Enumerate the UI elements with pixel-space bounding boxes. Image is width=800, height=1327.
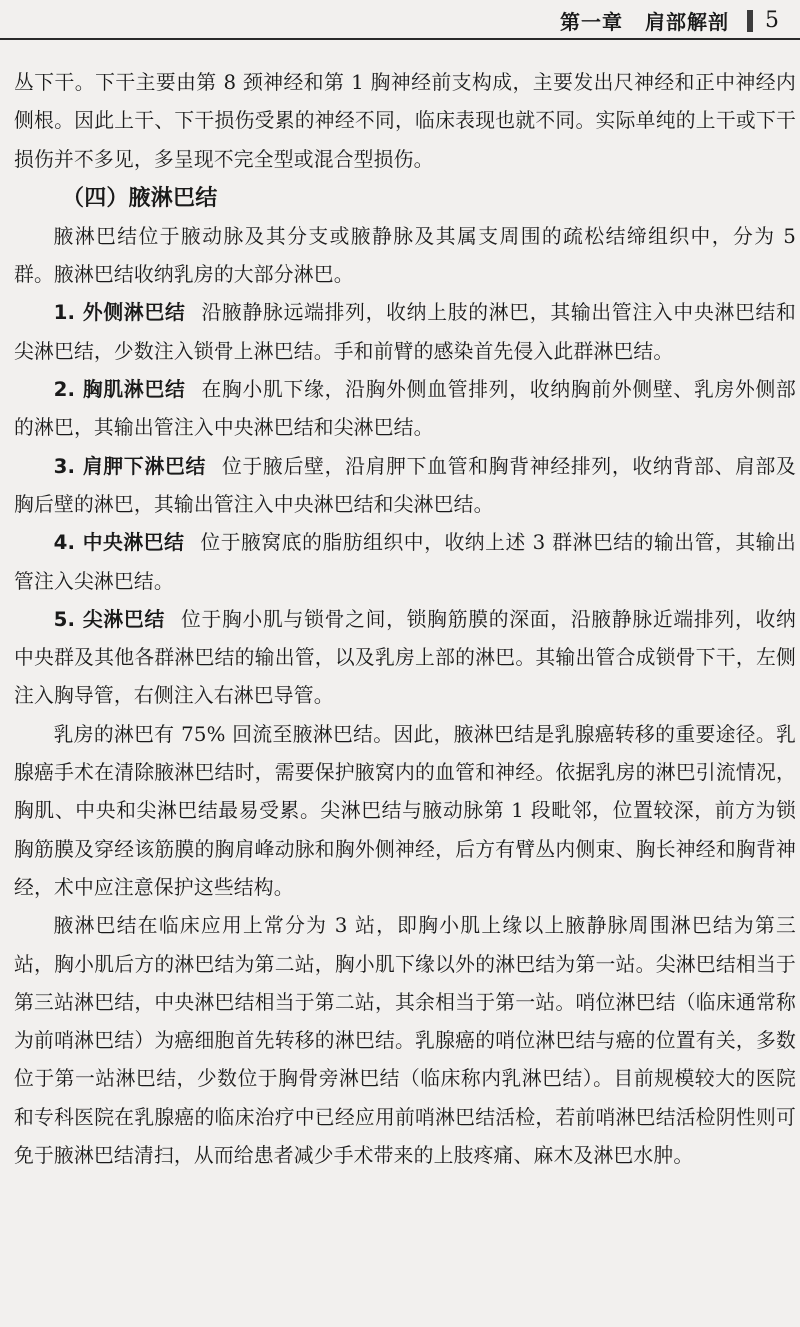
item-text: 在胸小肌下缘，沿胸外侧血管排列，收纳胸前外侧壁、乳房外侧部的淋巴，其输出管注入中央淋巴结和尖淋巴结。	[14, 378, 797, 440]
item-paragraph	[14, 448, 796, 525]
chapter-number: 第一章	[560, 10, 623, 34]
header-rule	[0, 38, 800, 40]
stations-paragraph: 腋淋巴结在临床应用上常分为 3 站，即胸小肌上缘以上腋静脉周围淋巴结为第三站，胸小肌后方的淋巴结为第二站，胸小肌下缘以外的淋巴结为第一站。尖淋巴结相当于第三站淋巴结，中央淋巴结相当于第二站，其余相当于第一站。哨位淋巴结（临床通常称为前哨淋巴结）为癌细胞首先转移的淋巴结。乳腺癌的哨位淋巴结与癌的位置有关，多数位于第一站淋巴结，少数位于胸骨旁淋巴结（临床称内乳淋巴结）。目前规模较大的医院和专科医院在乳腺癌的临床治疗中已经应用前哨淋巴结活检，若前哨淋巴结活检阴性则可免于腋淋巴结清扫，从而给患者减少手术带来的上肢疼痛、麻木及淋巴水肿。	[14, 914, 796, 1168]
item-title: 3. 肩胛下淋巴结	[53, 454, 207, 478]
item-text: 位于腋后壁，沿肩胛下血管和胸背神经排列，收纳背部、肩部及胸后壁的淋巴，其输出管注入中央淋巴结和尖淋巴结。	[14, 454, 796, 516]
chapter-title: 肩部解剖	[645, 10, 729, 34]
item-title: 2. 胸肌淋巴结	[53, 378, 186, 402]
item-text: 位于胸小肌与锁骨之间，锁胸筋膜的深面，沿腋静脉近端排列，收纳中央群及其他各群淋巴结的输出管，以及乳房上部的淋巴。其输出管合成锁骨下干，左侧注入胸导管，右侧注入右淋巴导管。	[14, 607, 796, 708]
item-title: 1. 外侧淋巴结	[53, 301, 186, 325]
running-header	[0, 0, 800, 40]
metastasis-paragraph: 乳房的淋巴有 75% 回流至腋淋巴结。因此，腋淋巴结是乳腺癌转移的重要途径。乳腺癌手术在清除腋淋巴结时，需要保护腋窝内的血管和神经。依据乳房的淋巴引流情况，胸肌、中央和尖淋巴结最易受累。尖淋巴结与腋动脉第 1 段毗邻，位置较深，前方为锁胸筋膜及穿经该筋膜的胸肩峰动脉和胸外侧神经，后方有臂丛内侧束、胸长神经和胸背神经，术中应注意保护这些结构。	[14, 722, 796, 899]
section-intro-paragraph: 腋淋巴结位于腋动脉及其分支或腋静脉及其属支周围的疏松结缔组织中，分为 5 群。腋淋巴结收纳乳房的大部分淋巴。	[14, 224, 796, 287]
body-text	[14, 64, 796, 1175]
item-title: 5. 尖淋巴结	[53, 607, 165, 631]
page-number: 5	[765, 8, 780, 33]
item-title: 4. 中央淋巴结	[53, 531, 185, 555]
section-heading: （四）腋淋巴结	[62, 185, 218, 211]
item-text: 沿腋静脉远端排列，收纳上肢的淋巴，其输出管注入中央淋巴结和尖淋巴结，少数注入锁骨上淋巴结。手和前臂的感染首先侵入此群淋巴结。	[14, 301, 797, 363]
item-paragraph	[14, 524, 796, 601]
item-paragraph	[14, 601, 796, 716]
intro-paragraph: 丛下干。下干主要由第 8 颈神经和第 1 胸神经前支构成，主要发出尺神经和正中神经内侧根。因此上干、下干损伤受累的神经不同，临床表现也就不同。实际单纯的上干或下干损伤并不多见，多呈现不完全型或混合型损伤。	[14, 71, 796, 171]
item-paragraph	[14, 294, 796, 371]
header-separator	[747, 10, 753, 32]
header-text	[560, 6, 780, 35]
item-paragraph	[14, 371, 796, 448]
item-text: 位于腋窝底的脂肪组织中，收纳上述 3 群淋巴结的输出管，其输出管注入尖淋巴结。	[14, 531, 796, 593]
